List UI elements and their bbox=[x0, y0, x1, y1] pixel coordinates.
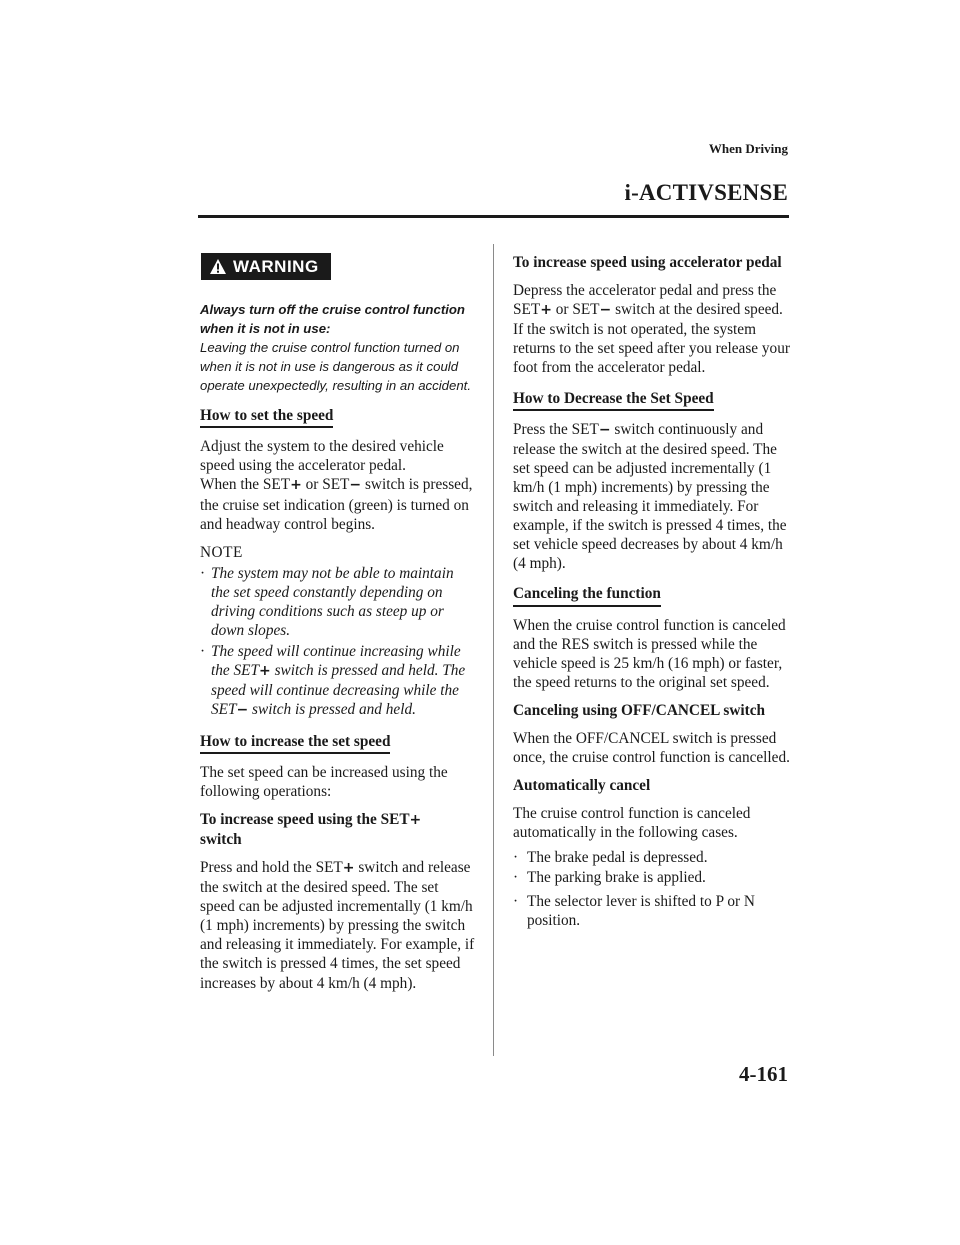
increase-intro: The set speed can be increased using the following operations: bbox=[200, 763, 448, 800]
chapter-title: i-ACTIVSENSE bbox=[624, 180, 788, 205]
set-speed-paragraph bbox=[200, 437, 475, 533]
warning-triangle-icon bbox=[209, 258, 227, 275]
page-number: 4-161 bbox=[739, 1062, 788, 1086]
minus-icon: − bbox=[349, 477, 362, 494]
note-text: The speed will continue increasing while the SET bbox=[211, 643, 461, 680]
left-column bbox=[200, 253, 475, 993]
note-text: switch is pressed and held. bbox=[248, 701, 416, 719]
list-item: · The parking brake is applied. bbox=[513, 868, 706, 886]
decrease-body: Press the SET− switch continuously and release the switch at the desired speed. The set speed can be adjusted incrementally (1 km/h (1 mph) increments) by pressing the switch and releasing it immediately. For example, if the switch is pressed 4 times, the set vehicle speed decreases by about 4 km/h (4 mph). bbox=[513, 420, 787, 573]
increase-set-body: Press and hold the SET+ switch and release the switch at the desired speed. The set speed can be adjusted incrementally (1 km/h (1 mph) increments) by pressing the switch and releasing it immediately. For example, if the switch is pressed 4 times, the set speed increases by about 4 km/h (4 mph). bbox=[200, 859, 475, 992]
column-divider bbox=[493, 244, 494, 1056]
list-item: · The brake pedal is depressed. bbox=[513, 849, 708, 867]
set-speed-heading: How to set the speed bbox=[200, 406, 333, 428]
note-item: · The system may not be able to maintain the set speed constantly depending on driving conditions such as steep up or down slopes. bbox=[200, 564, 454, 640]
minus-icon: − bbox=[236, 702, 249, 719]
right-column bbox=[513, 253, 791, 930]
plus-icon: + bbox=[259, 663, 271, 680]
canceling-body: When the cruise control function is canceled and the RES switch is pressed while the vehicle speed is 25 km/h (16 mph) or faster, the speed returns to the original set speed. bbox=[513, 616, 786, 691]
plus-icon: + bbox=[290, 477, 302, 494]
increase-set-heading: To increase speed using the SET+ switch bbox=[200, 810, 422, 848]
plus-icon: + bbox=[409, 811, 422, 828]
set-speed-text: switch is pressed, the cruise set indication (green) is turned on and headway control begins. bbox=[200, 476, 473, 533]
decrease-heading: How to Decrease the Set Speed bbox=[513, 389, 714, 411]
note-label: NOTE bbox=[200, 543, 243, 561]
section-header: When Driving bbox=[708, 141, 788, 156]
auto-cancel-heading: Automatically cancel bbox=[513, 777, 651, 795]
auto-cancel-body: The cruise control function is canceled automatically in the following cases. bbox=[513, 805, 751, 842]
offcancel-body: When the OFF/CANCEL switch is pressed once, the cruise control function is cancelled. bbox=[513, 729, 790, 767]
header-rule bbox=[198, 215, 789, 218]
plus-icon: + bbox=[540, 302, 552, 319]
warning-body: Leaving the cruise control function turned on when it is not in use is dangerous as it could operate unexpectedly, resulting in an accident. bbox=[200, 340, 472, 394]
note-text: The system may not be able to maintain the set speed constantly depending on driving conditions such as steep up or down slopes. bbox=[211, 564, 454, 640]
warning-title: Always turn off the cruise control function when it is not in use: bbox=[200, 302, 465, 337]
increase-heading: How to increase the set speed bbox=[200, 732, 390, 754]
minus-icon: − bbox=[598, 421, 611, 438]
accel-heading: To increase speed using accelerator pedal bbox=[513, 254, 782, 271]
minus-icon: − bbox=[599, 302, 612, 319]
warning-badge bbox=[201, 253, 331, 280]
note-item: · The speed will continue increasing while the SET+ switch is pressed and held. The speed will continue decreasing while the SET− switch is pressed and held. bbox=[200, 643, 466, 719]
plus-icon: + bbox=[342, 860, 355, 877]
warning-label: WARNING bbox=[233, 257, 319, 276]
set-speed-text: Adjust the system to the desired vehicle speed using the accelerator pedal. bbox=[200, 438, 444, 475]
list-item: · The selector lever is shifted to P or N position. bbox=[513, 892, 755, 929]
set-speed-text: When the SET bbox=[200, 476, 291, 494]
set-speed-text: or SET bbox=[301, 476, 350, 494]
canceling-heading: Canceling the function bbox=[513, 584, 661, 606]
offcancel-heading: Canceling using OFF/CANCEL switch bbox=[513, 701, 766, 719]
accel-body: Depress the accelerator pedal and press the SET+ or SET− switch at the desired speed. If the switch is not operated, the system returns to the set speed after you release your foot from the accelerator pedal. bbox=[513, 282, 790, 377]
note-text: switch is pressed and held. The speed will continue decreasing while the SET bbox=[211, 662, 466, 719]
